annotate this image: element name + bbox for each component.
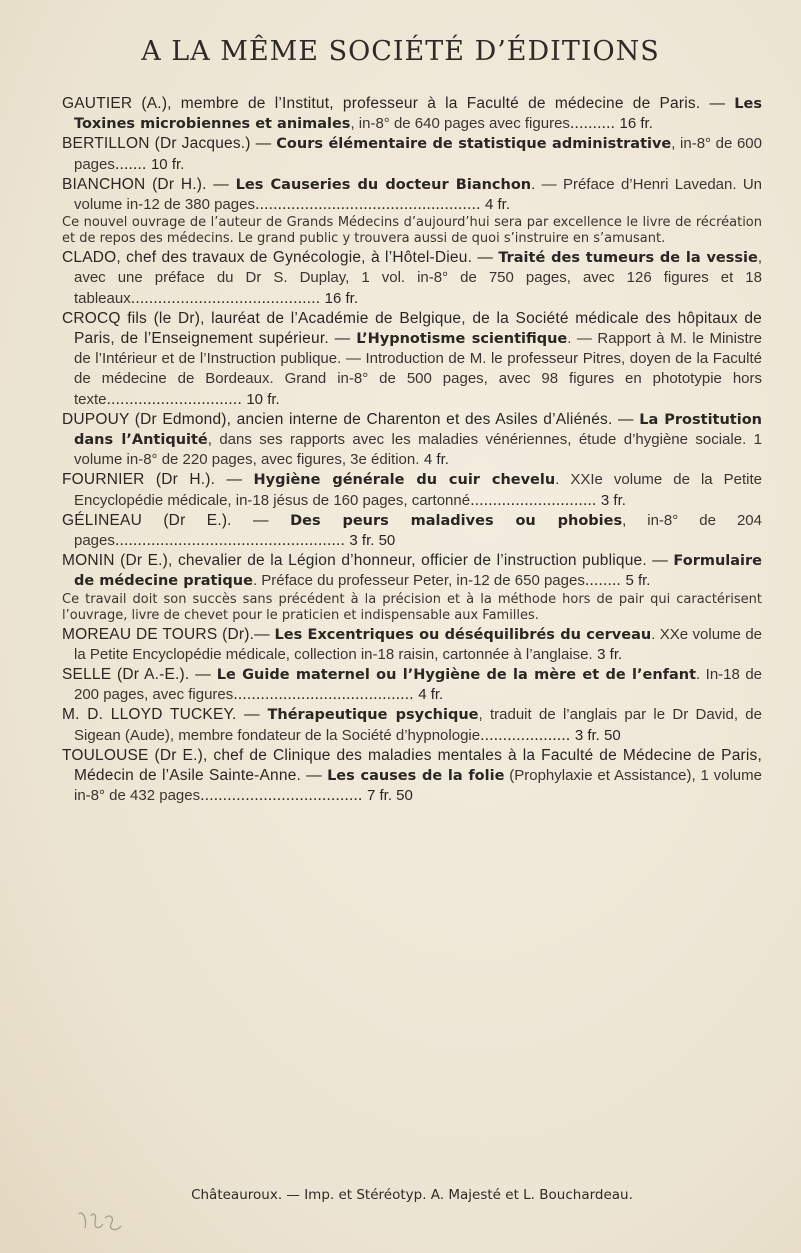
entry-price: 3 fr. 50: [574, 726, 621, 744]
entry-title: Formulaire de médecine pratique: [74, 553, 762, 590]
catalog-entry: MONIN (Dr E.), chevalier de la Légion d’honneur, officier de l’instruction publique. — Formulaire de médecine pratique. Préface du professeur Peter, in-12 de 650 pages........ 5 fr.: [62, 552, 762, 590]
entry-description: . — Rapport à M. le Ministre de l’Intérieur et de l’Instruction publique. — Introduction de M. le professeur Pitres, doyen de la Faculté de médecine de Bordeaux. Grand in-8° de 500 pages, avec 98 figures en phototypie hors texte: [74, 330, 762, 408]
entry-author: CROCQ fils (le Dr), lauréat de l’Académie de Belgique, de la Société médicale des hôpitaux de Paris, de l’Enseignement supérieur. —: [62, 309, 762, 348]
entry-description: , avec une préface du Dr S. Duplay, 1 vol. in-8° de 750 pages, avec 126 figures et 18 tableaux: [74, 249, 762, 307]
entry-title: Les Causeries du docteur Bianchon: [235, 176, 532, 193]
entry-title: Le Guide maternel ou l’Hygiène de la mère et de l’enfant: [216, 667, 697, 684]
entry-note: Ce travail doit son succès sans précédent à la précision et à la méthode hors de pair qui caractérisent l’ouvrage, livre de chevet pour le praticien et indispensable aux Familles.: [62, 591, 762, 623]
entry-description: , dans ses rapports avec les maladies vénériennes, étude d’hygiène sociale. 1 volume in-8° de 220 pages, avec figures, 3e édition.: [74, 431, 762, 469]
entry-author: M. D. LLOYD TUCKEY. —: [62, 706, 268, 724]
entry-description: . In-18 de 200 pages, avec figures: [74, 666, 762, 704]
entry-price: 16 fr.: [324, 289, 358, 307]
entry-description: , traduit de l’anglais par le Dr David, de Sigean (Aude), membre fondateur de la Société d’hypnologie: [74, 706, 762, 744]
entry-price: 16 fr.: [619, 115, 653, 133]
entry-description: . — Préface d’Henri Lavedan. Un volume in-12 de 380 pages: [74, 175, 763, 214]
entry-title: Les Excentriques ou déséquilibrés du cerveau: [274, 626, 652, 643]
entry-title: Thérapeutique psychique: [267, 707, 479, 724]
entry-author: BIANCHON (Dr H.). —: [62, 175, 236, 193]
entry-description: , in-8° de 640 pages avec figures: [350, 115, 570, 133]
catalog-entry: [62, 410, 762, 471]
catalog-entry: [62, 625, 762, 665]
entry-author: SELLE (Dr A.-E.). —: [62, 666, 217, 684]
entry-price: 10 fr.: [246, 390, 280, 408]
entry-author: MONIN (Dr E.), chevalier de la Légion d’honneur, officier de l’instruction publique. —: [62, 552, 674, 570]
entry-title: Hygiène générale du cuir chevelu: [253, 472, 556, 489]
entry-author: GAUTIER (A.), membre de l’Institut, professeur à la Faculté de médecine de Paris. —: [62, 95, 735, 112]
entry-title: Cours élémentaire de statistique administrative: [276, 136, 672, 153]
catalog-entry: BIANCHON (Dr H.). — Les Causeries du docteur Bianchon. — Préface d’Henri Lavedan. Un volume in-12 de 380 pages.................................................. 4 fr.: [62, 175, 763, 214]
catalog-entry: BERTILLON (Dr Jacques.) — Cours élémentaire de statistique administrative, in-8° de 600 pages....... 10 fr.: [62, 135, 762, 173]
entry-author: GÉLINEAU (Dr E.). —: [62, 511, 291, 529]
entry-note: Ce nouvel ouvrage de l’auteur de Grands Médecins d’aujourd’hui sera par excellence le livre de récréation et de repos des médecins. Le grand public y trouvera aussi de quoi s’instruire en s’amusant.: [62, 215, 762, 247]
handwritten-mark-icon: [75, 1206, 125, 1246]
entry-price: 3 fr. 50: [349, 532, 396, 550]
entry-price: 3 fr.: [597, 645, 623, 663]
entry-author: DUPOUY (Dr Edmond), ancien interne de Charenton et des Asiles d’Aliénés. —: [62, 410, 640, 428]
entry-price: 4 fr.: [484, 196, 510, 214]
catalog-entry: TOULOUSE (Dr E.), chef de Clinique des maladies mentales à la Faculté de Médecine de Paris, Médecin de l’Asile Sainte-Anne. — Les causes de la folie (Prophylaxie et Assistance), 1 volume in-8° de 432 pages.................................... 7 fr. 50: [62, 746, 762, 805]
catalog-entry: M. D. LLOYD TUCKEY. — Thérapeutique psychique, traduit de l’anglais par le Dr David, de Sigean (Aude), membre fondateur de la Société d’hypnologie.................... 3 fr. 50: [62, 706, 762, 744]
entry-title: La Prostitution dans l’Antiquité: [74, 411, 762, 449]
entry-author: MOREAU DE TOURS (Dr).—: [62, 625, 275, 643]
entry-title: Les Toxines microbiennes et animales: [74, 96, 762, 133]
entry-author: CLADO, chef des travaux de Gynécologie, à l’Hôtel-Dieu. —: [62, 249, 499, 267]
catalog-entry: GÉLINEAU (Dr E.). — Des peurs maladives ou phobies, in-8° de 204 pages................................................... 3 fr. 50: [62, 511, 762, 550]
entry-author: BERTILLON (Dr Jacques.) —: [62, 135, 277, 153]
entry-author: FOURNIER (Dr H.). —: [62, 471, 254, 489]
entry-price: 4 fr.: [423, 451, 449, 469]
entry-title: Traité des tumeurs de la vessie: [498, 250, 758, 267]
catalog-entry: SELLE (Dr A.-E.). — Le Guide maternel ou l’Hygiène de la mère et de l’enfant. In-18 de 200 pages, avec figures........................................ 4 fr.: [62, 666, 762, 704]
catalog-entry: GAUTIER (A.), membre de l’Institut, professeur à la Faculté de médecine de Paris. — Les Toxines microbiennes et animales, in-8° de 640 pages avec figures.......... 16 fr.: [62, 95, 762, 133]
entry-description: , in-8° de 600 pages: [74, 135, 762, 173]
entry-price: 3 fr.: [600, 491, 626, 509]
catalog-entry: CROCQ fils (le Dr), lauréat de l’Académie de Belgique, de la Société médicale des hôpitaux de Paris, de l’Enseignement supérieur. — L’Hypnotisme scientifique. — Rapport à M. le Ministre de l’Intérieur et de l’Instruction publique. — Introduction de M. le professeur Pitres, doyen de la Faculté de médecine de Bordeaux. Grand in-8° de 500 pages, avec 98 figures en phototypie hors texte.............................. 10 fr.: [62, 309, 762, 408]
entry-price: 5 fr.: [625, 572, 651, 590]
catalog-entry: CLADO, chef des travaux de Gynécologie, à l’Hôtel-Dieu. — Traité des tumeurs de la vessie, avec une préface du Dr S. Duplay, 1 vol. in-8° de 750 pages, avec 126 figures et 18 tableaux.......................................... 16 fr.: [62, 249, 762, 307]
entry-author: TOULOUSE (Dr E.), chef de Clinique des maladies mentales à la Faculté de Médecine de Paris, Médecin de l’Asile Sainte-Anne. —: [62, 746, 762, 785]
printer-imprint: Châteauroux. — Imp. et Stéréotyp. A. Majesté et L. Bouchardeau.: [191, 1187, 633, 1203]
entry-title: Des peurs maladives ou phobies: [290, 512, 623, 529]
page-title: A LA MÊME SOCIÉTÉ D’ÉDITIONS: [141, 36, 660, 67]
entry-description: , in-8° de 204 pages: [74, 511, 762, 550]
entry-description: . Préface du professeur Peter, in-12 de 650 pages: [252, 572, 585, 590]
entry-title: L’Hypnotisme scientifique: [356, 331, 568, 348]
entry-title: Les causes de la folie: [327, 768, 505, 785]
entry-description: (Prophylaxie et Assistance), 1 volume in-8° de 432 pages: [74, 767, 762, 805]
entry-price: 10 fr.: [150, 155, 185, 173]
entry-description: . XXIe volume de la Petite Encyclopédie médicale, in-18 jésus de 160 pages, cartonné: [74, 471, 762, 509]
entry-price: 4 fr.: [418, 686, 444, 704]
catalog-entry: FOURNIER (Dr H.). — Hygiène générale du cuir chevelu. XXIe volume de la Petite Encyclopédie médicale, in-18 jésus de 160 pages, cartonné............................ 3 fr.: [62, 471, 762, 509]
entry-price: 7 fr. 50: [366, 787, 413, 805]
entry-description: . XXe volume de la Petite Encyclopédie médicale, collection in-18 raisin, cartonnée à l’anglaise.: [74, 625, 762, 663]
catalog-list: [62, 94, 762, 807]
